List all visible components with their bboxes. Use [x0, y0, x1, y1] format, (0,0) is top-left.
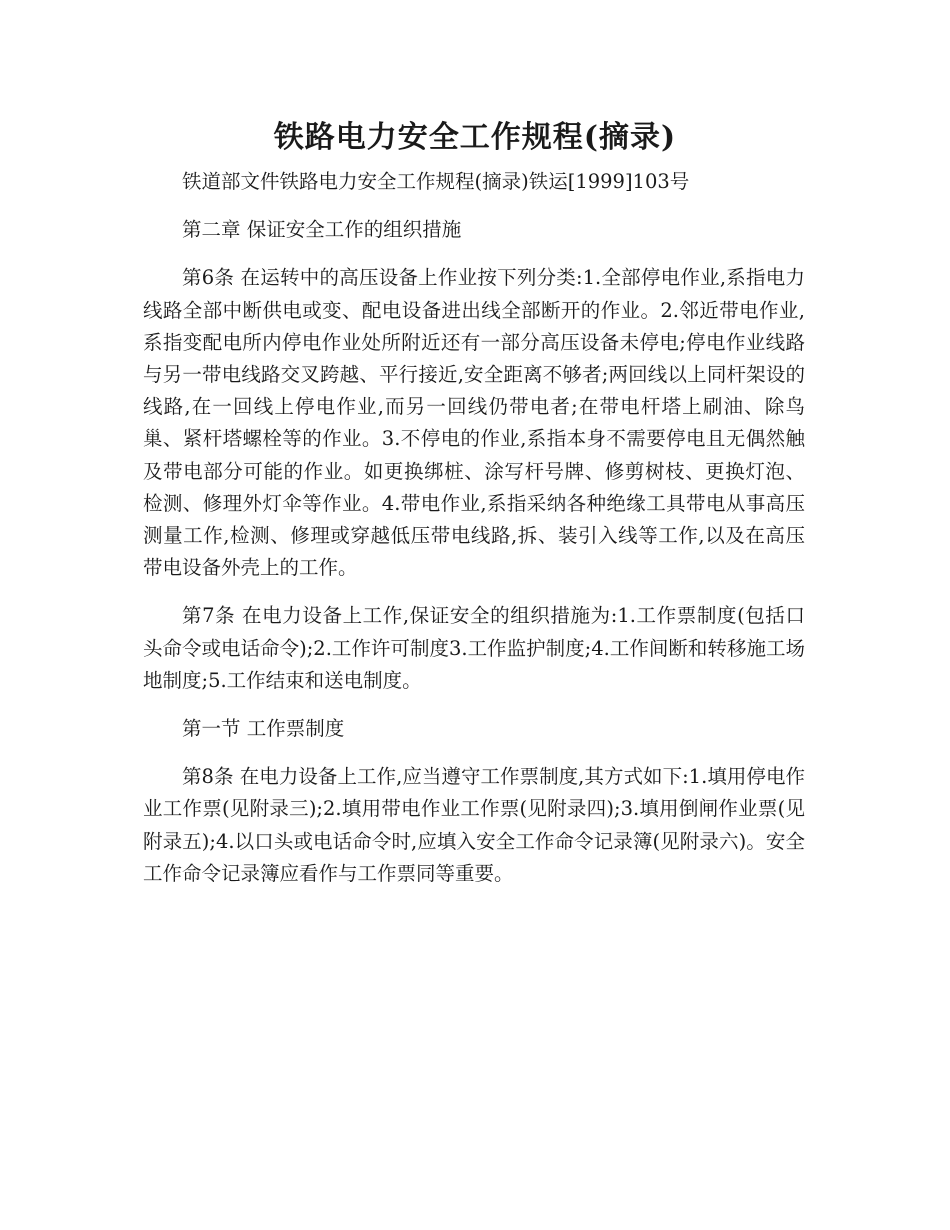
- chapter-heading: 第二章 保证安全工作的组织措施: [182, 218, 462, 242]
- subtitle-line: 铁道部文件铁路电力安全工作规程(摘录)铁运[1999]103号: [182, 170, 690, 193]
- article-8: 第8条 在电力设备上工作,应当遵守工作票制度,其方式如下:1.填用停电作业工作票(见附录三);2.填用带电作业工作票(见附录四);3.填用倒闸作业票(见附录五);4.以口头或电话命令时,应填入安全工作命令记录簿(见附录六)。安全工作命令记录簿应看作与工作票同等重要。: [143, 765, 805, 885]
- document-title: 铁路电力安全工作规程(摘录): [273, 120, 677, 155]
- document-body: [143, 166, 805, 906]
- article-7: 第7条 在电力设备上工作,保证安全的组织措施为:1.工作票制度(包括口头命令或电话命令);2.工作许可制度3.工作监护制度;4.工作间断和转移施工场地制度;5.工作结束和送电制度。: [143, 604, 805, 692]
- article-6: 第6条 在运转中的高压设备上作业按下列分类:1.全部停电作业,系指电力线路全部中断供电或变、配电设备进出线全部断开的作业。2.邻近带电作业,系指变配电所内停电作业处所附近还有一部分高压设备未停电;停电作业线路与另一带电线路交叉跨越、平行接近,安全距离不够者;两回线以上同杆架设的线路,在一回线上停电作业,而另一回线仍带电者;在带电杆塔上刷油、除鸟巢、紧杆塔螺栓等的作业。3.不停电的作业,系指本身不需要停电且无偶然触及带电部分可能的作业。如更换绑桩、涂写杆号牌、修剪树枝、更换灯泡、检测、修理外灯伞等作业。4.带电作业,系指采纳各种绝缘工具带电从事高压测量工作,检测、修理或穿越低压带电线路,拆、装引入线等工作,以及在高压带电设备外壳上的工作。: [143, 266, 805, 580]
- section-heading: 第一节 工作票制度: [182, 717, 345, 741]
